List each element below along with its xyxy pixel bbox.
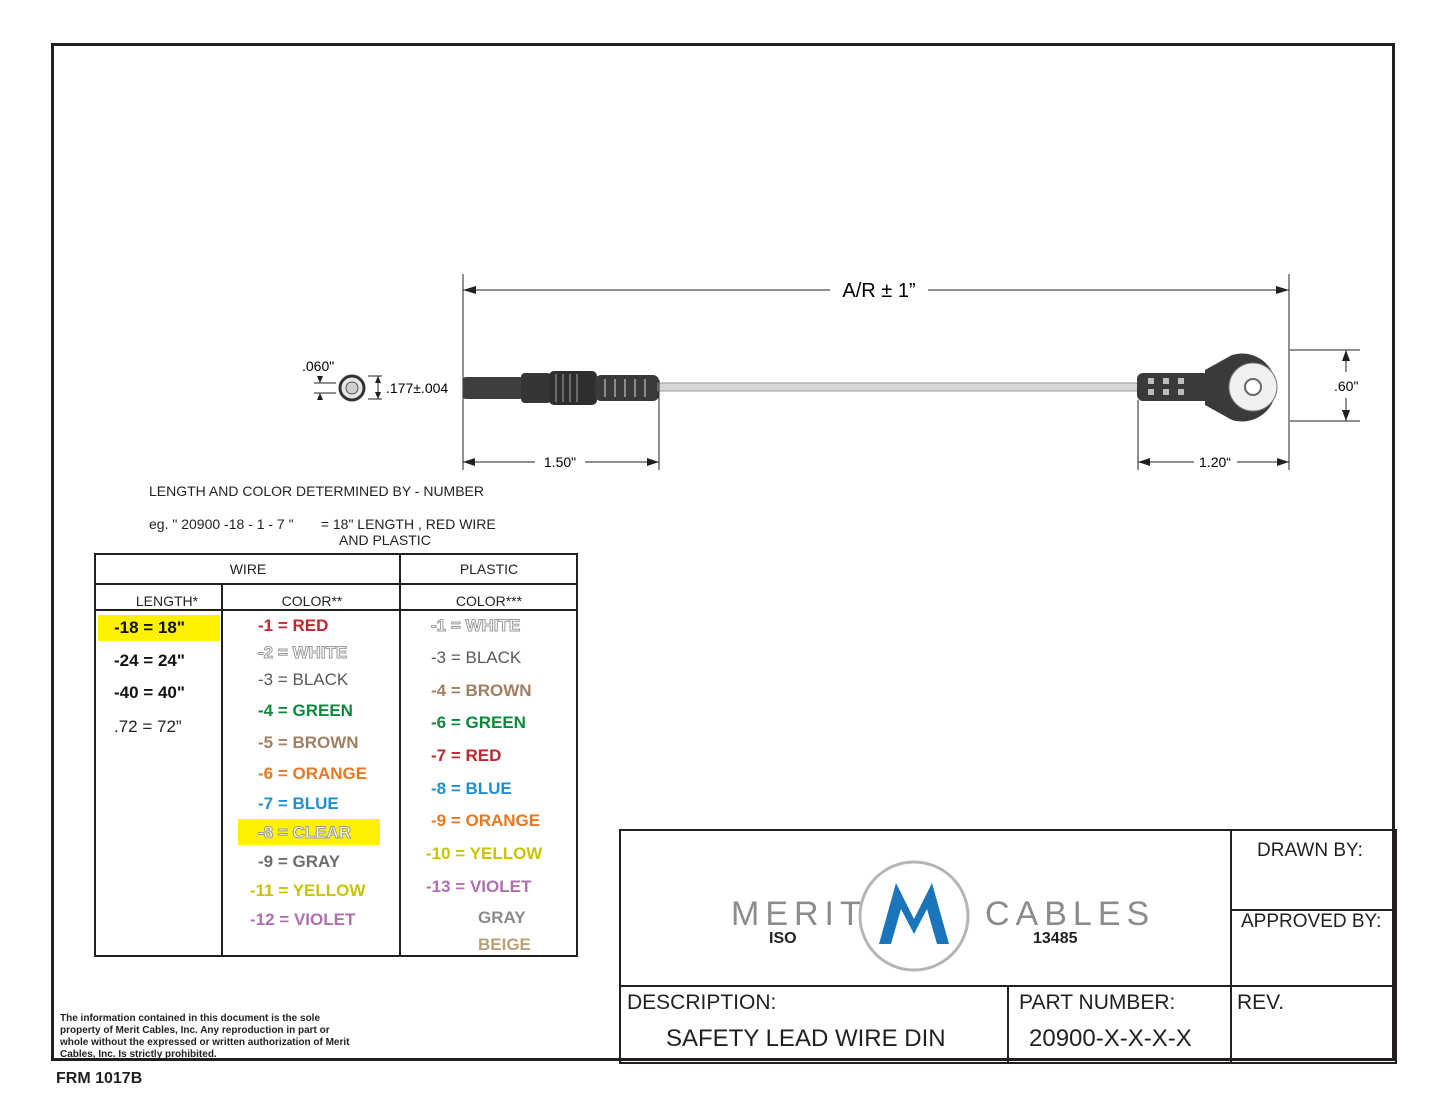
wire-header: WIRE: [229, 561, 267, 577]
plastic-color-option: GRAY: [478, 908, 526, 927]
logo-m: [879, 883, 949, 944]
plastic-color-header: COLOR***: [455, 593, 523, 609]
length-header: LENGTH*: [135, 593, 199, 609]
arrow-head: [1276, 286, 1289, 294]
iso-label: ISO: [769, 930, 797, 947]
wire-color-option: -2 = WHITE: [258, 643, 348, 662]
length-option: -18 = 18": [114, 618, 185, 637]
plastic-color-option: -13 = VIOLET: [426, 877, 532, 896]
approved-by-label: APPROVED BY:: [1241, 911, 1382, 932]
wire-color-option: -4 = GREEN: [258, 701, 353, 720]
wire-color-option: -7 = BLUE: [258, 794, 339, 813]
rev-label: REV.: [1237, 991, 1285, 1014]
plastic-color-option: -7 = RED: [431, 746, 502, 765]
wire-color-option: -12 = VIOLET: [250, 910, 356, 929]
iso-number: 13485: [1033, 930, 1078, 947]
part-number-value: 20900-X-X-X-X: [1029, 1025, 1192, 1052]
form-number: FRM 1017B: [56, 1070, 143, 1087]
plastic-color-option: BEIGE: [478, 935, 531, 954]
wire-color-option: -8 = CLEAR: [258, 823, 352, 842]
length-option: -24 = 24": [114, 651, 185, 670]
note-line-1: LENGTH AND COLOR DETERMINED BY - NUMBER: [149, 483, 485, 499]
plastic-color-option: -1 = WHITE: [431, 616, 521, 635]
pin-tolerance-label: .177±.004: [386, 380, 449, 396]
plastic-color-option: -6 = GREEN: [431, 713, 526, 732]
length-option: .72 = 72”: [114, 717, 182, 736]
wire-color-option: -5 = BROWN: [258, 733, 359, 752]
lead-wire: [658, 383, 1142, 391]
description-label: DESCRIPTION:: [627, 991, 777, 1014]
wire-color-option: -3 = BLACK: [258, 670, 349, 689]
length-option: -40 = 40": [114, 683, 185, 702]
description-value: SAFETY LEAD WIRE DIN: [666, 1025, 946, 1052]
snap-height-label: .60": [1334, 378, 1359, 394]
arrow-head: [463, 286, 476, 294]
plastic-header: PLASTIC: [459, 561, 519, 577]
part-number-label: PART NUMBER:: [1019, 991, 1176, 1014]
options-table: [94, 553, 578, 957]
title-block: [619, 829, 1397, 1064]
note-line-3: AND PLASTIC: [339, 532, 431, 548]
legal-notice: The information contained in this document is the sole property of Merit Cables, Inc. Any reproduction in part or whole without the expressed or written authorization of Merit Cables, Inc. Is strictly prohibited.: [60, 1013, 350, 1060]
drawn-by-label: DRAWN BY:: [1257, 840, 1363, 861]
plastic-color-option: -8 = BLUE: [431, 779, 512, 798]
plastic-color-option: -10 = YELLOW: [426, 844, 543, 863]
plastic-color-option: -3 = BLACK: [431, 648, 522, 667]
plastic-color-option: -9 = ORANGE: [431, 811, 541, 830]
wire-color-option: -11 = YELLOW: [250, 881, 366, 900]
wire-color-option: -1 = RED: [258, 616, 329, 635]
plastic-color-option: -4 = BROWN: [431, 681, 532, 700]
logo-ring: [860, 862, 968, 970]
connector-length-label: 1.50": [543, 454, 577, 470]
wire-color-option: -9 = GRAY: [258, 852, 341, 871]
logo-cables: CABLES: [985, 895, 1156, 933]
note-line-2: eg. " 20900 -18 - 1 - 7 " = 18" LENGTH , RED WIRE: [149, 516, 496, 532]
snap-hole: [1245, 379, 1261, 395]
logo-merit: MERIT: [731, 895, 867, 933]
wire-color-header: COLOR**: [281, 593, 343, 609]
connector-tip: [463, 377, 523, 399]
snap-length-label: 1.20“: [1199, 454, 1231, 470]
overall-dimension-label: A/R ± 1”: [842, 280, 916, 302]
wire-color-option: -6 = ORANGE: [258, 764, 368, 783]
pin-diameter-label: .060": [302, 358, 335, 374]
